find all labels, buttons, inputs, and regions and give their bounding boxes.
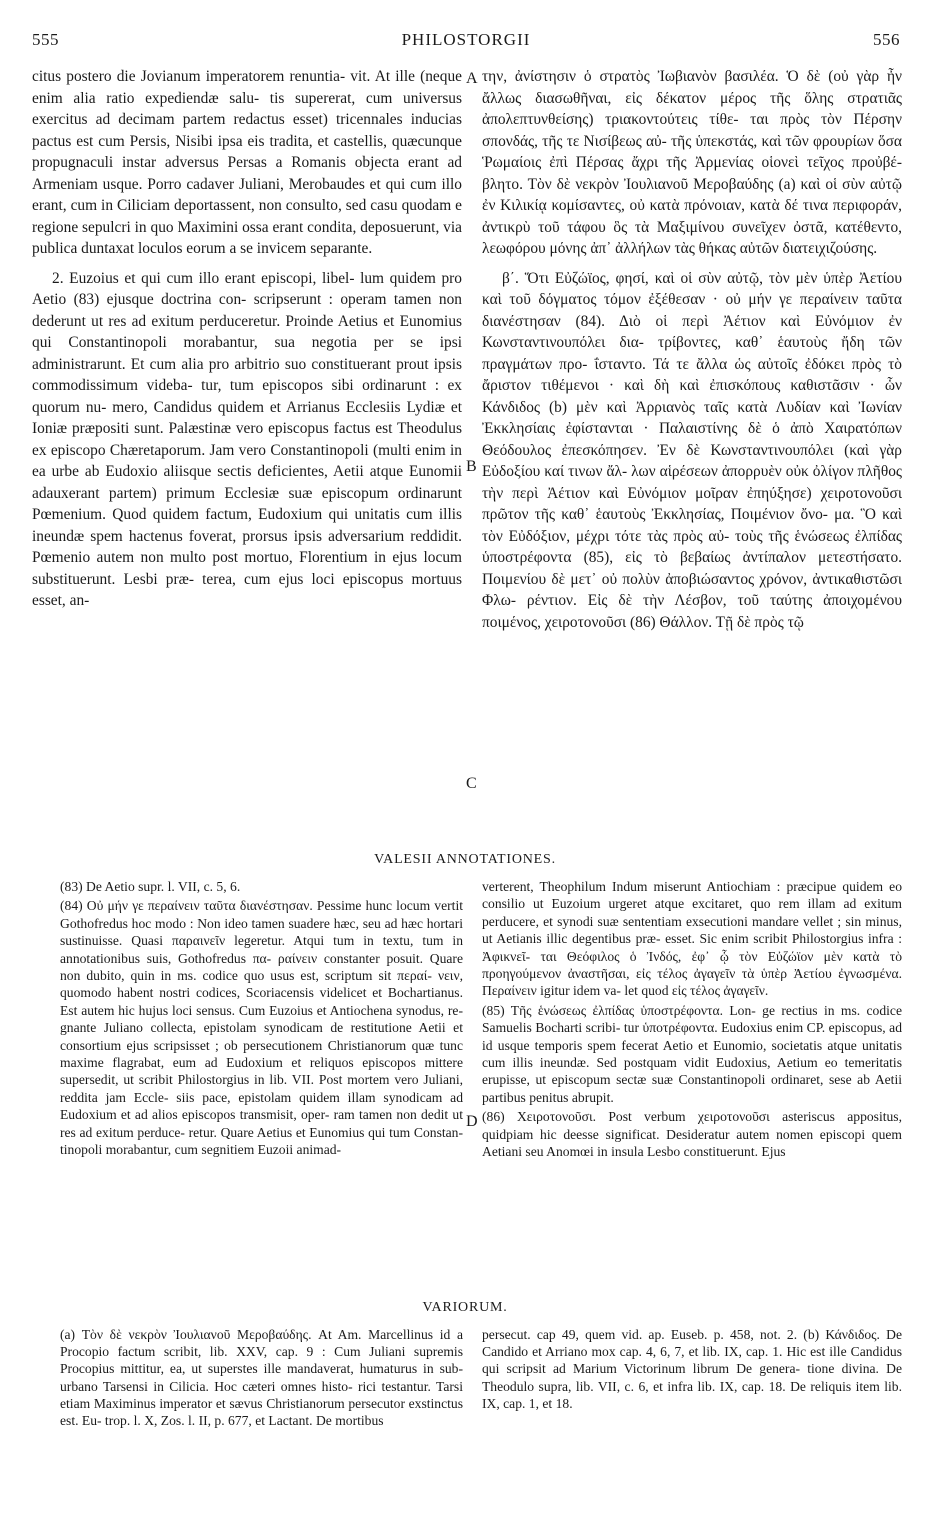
left-page-number: 555 bbox=[32, 30, 59, 49]
variorum-note-b: persecut. cap 49, quem vid. ap. Euseb. p. 458, not. 2. (b) Κάνδιδος. De Candido et Arriano mox cap. 4, 6, 7, et lib. IX, cap. 1. Hic est ille Candidus qui scripsit ad Marium Victorinum librum De genera- tione divina. De Theodulo supra, lib. VII, c. 6, et infra lib. IX, cap. 18. De reliquis item lib. IX, cap. 1, et 18. bbox=[482, 1327, 902, 1411]
variorum-right-column bbox=[482, 1326, 902, 1412]
annotation-84: (84) Οὐ μήν γε περαίνειν ταῦτα διανέστησαν. Pessime hunc locum vertit Gothofredus hoc modo : Non ideo tamen suadere hæc, seu ad hæc hortari sustinuisse. Quasi παραινεῖν legeretur. Atqui tum in textu, tum in annotationibus suis, Gothofredus πα- ραίνειν constanter posuit. Quare non dubito, quin in ms. codice quo usus est, scriptum sit περαί- νειν, quomodo habent nostri codices, Scoriacensis videlicet et Bochartianus. Est autem hic hujus loci sensus. Cum Euzoius et Antiochena synodus, re- gnante Juliano collecta, epistolam synodicam de restitutione Aetii et consortium ejus scripsisset ; ob persecutionem Christianorum quæ tunc maxime flagrabat, eum ad Eudoxium et reliquos episcopos mittere supersedit, ut scribit Philostorgius in lib. VII. Post mortem vero Juliani, reddita jam Eccle- siis pace, epistolam quidem illam synodicam ad Eudoxium et ad alios episcopos transmisit, oper- ram tamen non dedit ut res ad exitum perduce- retur. Quare Aetius et Eunomius qui tum Constan- tinopoli morabantur, cum segnitiem Euzoii animad- bbox=[60, 898, 463, 1158]
variorum-heading: VARIORUM. bbox=[422, 1300, 508, 1315]
greek-paragraph-2: β΄. Ὅτι Εὐζώϊος, φησί, καὶ οἱ σὺν αὐτῷ, τὸν μὲν ὑπὲρ Ἀετίου καὶ τοῦ δόγματος τόμον ἐξέθεσαν · οὐ μήν γε περαίνειν ταῦτα διανέστησαν (84). Διὸ οἱ περὶ Ἀέτιον καὶ Εὐνόμιον ἐν Κωνσταντινουπόλει δια- τρίβοντες, καθ᾽ ἑαυτοὺς ἤδη τῶν πραγμάτων προ- ΐσταντο. Τά τε ἄλλα ὡς αὐτοῖς ἐδόκει πρὸς τὸ ἄριστον τιθέμενοι · καὶ δὴ καὶ ἐπισκόπους καθιστᾶσιν · ὧν Κάνδιδος (b) μὲν καὶ Ἀρριανὸς ταῖς κατὰ Λυδίαν καὶ Ἰωνίαν Ἐκκλησίαις ἐφίστανται · Παλαιστίνης δὲ ὁ ἀπὸ Χαιρατόπων Θεόδουλος ἐπεσκόπησεν. Ἐν δὲ Κωνσταντινουπόλει (καὶ γὰρ Εὐδοξίου καί τινων ἄλ- λων αἱρέσεων ἀπορρυὲν οὐκ ὀλίγον πλῆθος τὴν περὶ Ἀέτιον καὶ Εὐνόμιον μοῖραν ἐπηύξησε) χειροτονοῦσι πρῶτον τῆς καθ᾽ ἑαυτοὺς Ἐκκλησίας, Ποιμένιον ὄνο- μα. Ὃ καὶ τὸν Εὐδόξιον, μέχρι τότε τὰς πρὸς αὐ- τοὺς τῆς ἑνώσεως ἐλπίδας ὑποστρέφοντα (85), εἰς τὸ βεβαίως ἀντίπαλον μετεστήσατο. Ποιμενίου δὲ μετ᾽ οὐ πολὺν ἀποβιώσαντος χρόνον, ἀντικαθιστῶσι Φλω- ρέντιον. Εἰς δὲ τὴν Λέσβον, τοῦ ταύτης ἀποιχομένου ποιμένος, χειροτονοῦσι (86) Θάλλον. Τῇ δὲ πρὸς τῷ bbox=[482, 269, 902, 631]
margin-marker-b: B bbox=[466, 458, 477, 475]
annotations-right-column bbox=[482, 878, 902, 1161]
variorum-note-a: (a) Τὸν δὲ νεκρὸν Ἰουλιανοῦ Μεροβαύδης. At Am. Marcellinus id a Procopio factum scribit, lib. XXV, cap. 9 : Cum Juliani supremis Procopius mittitur, ea, ut superstes ille mandaverat, humaturus in sub- urbano Tarsensi in Cilicia. Hoc cæteri omnes histo- rici testantur. Tarsi etiam Maximinus imperator et sævus Christianorum persecutor exstinctus est. Eu- trop. l. X, Zos. l. II, p. 677, et Lactant. De mortibus bbox=[60, 1327, 463, 1429]
margin-marker-c: C bbox=[466, 775, 477, 792]
margin-marker-a: A bbox=[466, 70, 478, 87]
margin-marker-d: D bbox=[466, 1113, 478, 1130]
annotations-left-column bbox=[60, 878, 463, 1159]
running-title: PHILOSTORGII bbox=[401, 30, 531, 49]
right-page-number: 556 bbox=[873, 30, 900, 49]
greek-paragraph-1: την, ἀνίστησιν ὁ στρατὸς Ἰωβιανὸν βασιλέα. Ὁ δὲ (οὐ γὰρ ἦν ἄλλως διασωθῆναι, εἰς δέκατον μέρος τῆς ὅλης στρατιᾶς ἀπολεπτυνθείσης) τριακοντούτεις τίθε- ται πρὸς τὸν Πέρσην σπονδάς, τῆς τε Νισίβεως αὐ- τῆς ὑπεκστάς, καὶ τῶν φρουρίων ὅσα Ῥωμαίοις ἐπὶ Πέρσας ἄχρι τῆς Ἀρμενίας οἱονεὶ τεῖχος προὐβέ- βλητο. Τὸν δὲ νεκρὸν Ἰουλιανοῦ Μεροβαύδης (a) καὶ οἱ σὺν αὐτῷ ἐν Κιλικίᾳ κομίσαντες, οὐ κατὰ πρόνοιαν, κατὰ δέ τινα περιφοράν, ἀντικρὺ τοῦ τάφου ὃς τὰ Μαξιμίνου συνεῖχεν ὀστᾶ, κατέθεντο, λεωφόρου μόνης ἀπ᾽ ἀλλήλων τὰς θήκας αὐτῶν διατειχιζούσης. bbox=[482, 68, 902, 257]
annotation-83: (83) De Aetio supr. l. VII, c. 5, 6. bbox=[60, 879, 241, 894]
latin-column bbox=[32, 66, 462, 612]
annotation-84-continued: verterent, Theophilum Indum miserunt Antiochiam : præcipue quidem eo consilio ut Euzoium urgeret atque excitaret, quo rem illam ad exitum perducere, et synodi suæ sententiam exsecutioni mandare vellet ; sin minus, ut Aetianis illic degentibus præ- esset. Sic enim scribit Philostorgius infra : Ἀφικνεῖ- ται Θεόφιλος ὁ Ἰνδός, ἐφ᾽ ᾧ τὸν Εὐζώϊον μὲν κατὰ τὸ προηγούμενον ἀναστῆσαι, εἰς τέλος ἀγαγεῖν τὰ ὑπὲρ Ἀετίου ἐγνωσμένα. Περαίνειν igitur idem va- let quod εἰς τέλος ἀγαγεῖν. bbox=[482, 879, 902, 999]
running-header bbox=[32, 30, 900, 54]
variorum-left-column bbox=[60, 1326, 463, 1429]
latin-paragraph-1: citus postero die Jovianum imperatorem renuntia- vit. At ille (neque enim alia ratio expediendæ salu- tis supererat, cum universus exercitus ad decimam partem redactus esset) tricennales inducias pactus est cum Persis, Nisibi ipsa eis tradita, et castellis, quæcunque propugnaculi instar adversus Persas a Romanis objecta erant ad Armeniam usque. Porro cadaver Juliani, Merobaudes et qui cum illo erant, cum in Ciliciam deportassent, non consulto, sed casu quodam e regione sepulcri in quo Maximini ossa erant condita, deposuerunt, via publica duntaxat loculos eorum a se invicem separante. bbox=[32, 68, 462, 257]
annotation-86: (86) Χειροτονοῦσι. Post verbum χειροτονοῦσι asteriscus appositus, quidpiam hic deesse significat. Desideratur autem nomen episcopi quem Aetiani seu Anomœi in insula Lesbo constituerunt. Ejus bbox=[482, 1109, 902, 1160]
annotation-85: (85) Τῆς ἑνώσεως ἐλπίδας ὑποστρέφοντα. Lon- ge rectius in ms. codice Samuelis Bocharti scribi- tur ὑποτρέφοντα. Eudoxius enim CP. episcopus, ad id usque temporis spem fecerat Aetio et Eunomio, societatis atque unitatis cum illis ineundæ. Sed postquam vidit Eudoxius, Aetium eo temeritatis erupisse, ut episcopum sectæ suæ Constantinopoli ordinaret, sese ab Aetii partibus penitus abrupit. bbox=[482, 1002, 902, 1105]
latin-paragraph-2: 2. Euzoius et qui cum illo erant episcopi, libel- lum quidem pro Aetio (83) ejusque doctrina con- scripserunt : operam tamen non dederunt ut res ad exitum perduceretur. Proinde Aetius et Eunomius qui Constantinopoli morabantur, sua negotia per se ipsi administrarunt. Et cum alia pro arbitrio suo constituerant prout ipsis commodissimum videba- tur, tum episcopos sibi ordinarunt : ex quorum nu- mero, Candidus quidem et Arrianus Ecclesiis Lydiæ et Ioniæ præpositi sunt. Palæstinæ vero episcopus factus est Theodulus ex episcopo Chæretaporum. Jam vero Constantinopoli (multi enim in ea urbe ab Eudoxio aliisque sectis deficientes, Aetii atque Eunomii adauxerant partem) primum Ecclesiæ suæ episcopum ordinarunt Pœmenium. Quod quidem factum, Eudoxium qui unitatis cum illis ineundæ spem hactenus foverat, prorsus ipsis adversarium reddidit. Pœmenio autem non multo post mortuo, Florentium in ejus locum substituerunt. Lesbi præ- terea, cum ejus loci episcopus mortuus esset, an- bbox=[32, 269, 462, 609]
greek-column bbox=[482, 66, 902, 633]
annotations-heading: VALESII ANNOTATIONES. bbox=[374, 852, 556, 867]
